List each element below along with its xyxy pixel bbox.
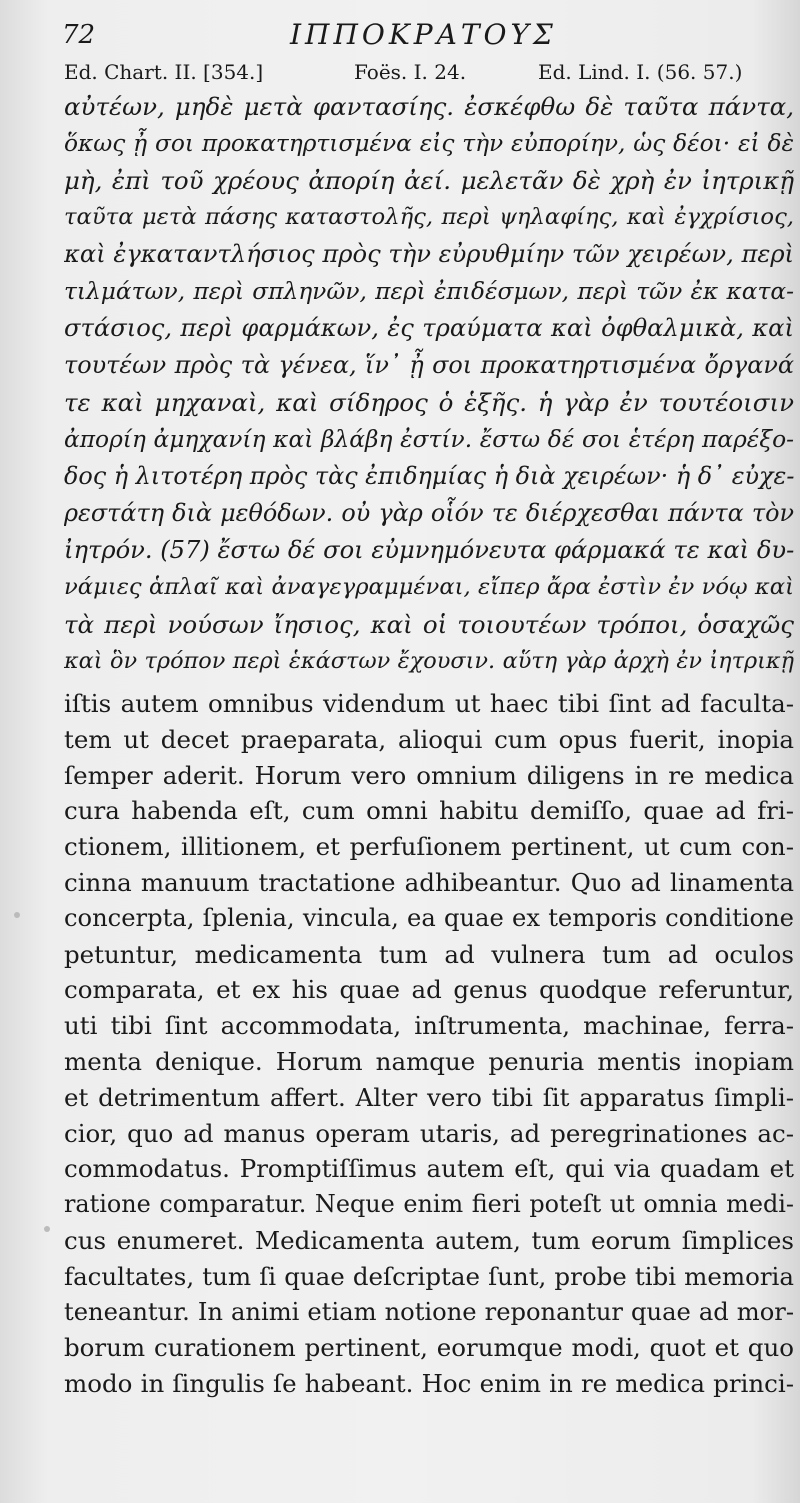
latin-line: cinna manuum tractatione adhibeantur. Quo ad linamenta	[64, 867, 794, 897]
greek-line: τε καὶ μηχαναὶ, καὶ σίδηρος ὁ ἑξῆς. ἡ γὰρ ἐν τουτέοισιν	[64, 388, 794, 417]
greek-line: τὰ περὶ νούσων ἴησιος, καὶ οἱ τοιουτέων τρόποι, ὁσαχῶς	[64, 610, 794, 639]
latin-line: cior, quo ad manus operam utaris, ad peregrinationes ac-	[64, 1118, 794, 1148]
latin-line: ratione comparatur. Neque enim fieri poteſt ut omnia medi-	[64, 1190, 794, 1219]
page-header	[0, 18, 800, 58]
greek-line: ταῦτα μετὰ πάσης καταστολῆς, περὶ ψηλαφίης, καὶ ἐγχρίσιος,	[64, 204, 794, 230]
greek-line: ρεστάτη διὰ μεθόδων. οὐ γὰρ οἷόν τε διέρχεσθαι πάντα τὸν	[64, 499, 794, 527]
latin-line: tem ut decet praeparata, alioqui cum opus fuerit, inopia	[64, 724, 794, 754]
latin-text-block	[64, 686, 794, 1402]
greek-line: δος ἡ λιτοτέρη πρὸς τὰς ἐπιδημίας ἡ διὰ χειρέων· ἡ δ᾽ εὐχε-	[64, 462, 794, 490]
paper-speck	[44, 1226, 50, 1232]
latin-line: concerpta, ſplenia, vincula, ea quae ex temporis conditione	[64, 903, 794, 932]
greek-line: τιλμάτων, περὶ σπληνῶν, περὶ ἐπιδέσμων, περὶ τῶν ἐκ κατα-	[64, 278, 794, 305]
greek-line: ἰητρόν. (57) ἔστω δέ σοι εὐμνημόνευτα φάρμακά τε καὶ δυ-	[64, 536, 794, 564]
edition-lind-ref: Ed. Lind. I. (56. 57.)	[538, 60, 743, 84]
greek-line: καὶ ἐγκαταντλήσιος πρὸς τὴν εὐρυθμίην τῶν χειρέων, περὶ	[64, 240, 794, 268]
greek-line: τουτέων πρὸς τὰ γένεα, ἵν᾽ ᾖ σοι προκατηρτισμένα ὄργανά	[64, 351, 794, 379]
greek-line: μὴ, ἐπὶ τοῦ χρέους ἀπορίη ἀεί. μελετᾶν δὲ χρὴ ἐν ἰητρικῇ	[64, 166, 794, 195]
latin-line: et detrimentum affert. Alter vero tibi ſit apparatus ſimpli-	[64, 1082, 794, 1112]
edition-foes-ref: Foës. I. 24.	[354, 60, 467, 84]
greek-line: καὶ ὃν τρόπον περὶ ἑκάστων ἔχουσιν. αὕτη γὰρ ἀρχὴ ἐν ἰητρικῇ	[64, 648, 794, 674]
latin-line: ſemper aderit. Horum vero omnium diligens in re medica	[64, 760, 794, 790]
latin-line: teneantur. In animi etiam notione reponantur quae ad mor-	[64, 1297, 794, 1326]
greek-line: στάσιος, περὶ φαρμάκων, ἐς τραύματα καὶ ὀφθαλμικὰ, καὶ	[64, 314, 794, 342]
latin-line: facultates, tum ſi quae deſcriptae ſunt, probe tibi memoria	[64, 1261, 794, 1291]
greek-line: νάμιες ἁπλαῖ καὶ ἀναγεγραμμέναι, εἴπερ ἄρα ἐστὶν ἐν νόῳ καὶ	[64, 574, 794, 600]
latin-line: commodatus. Promptiſſimus autem eſt, qui via quadam et	[64, 1154, 794, 1184]
latin-line: petuntur, medicamenta tum ad vulnera tum ad oculos	[64, 939, 794, 969]
greek-line: ὅκως ᾖ σοι προκατηρτισμένα εἰς τὴν εὐπορίην, ὡς δέοι· εἰ δὲ	[64, 130, 794, 157]
latin-line: menta denique. Horum namque penuria mentis inopiam	[64, 1046, 794, 1076]
latin-line: cura habenda eſt, cum omni habitu demiſſo, quae ad fri-	[64, 796, 794, 826]
edition-chart-ref: Ed. Chart. II. [354.]	[64, 60, 264, 84]
paper-speck	[14, 912, 20, 918]
latin-line: borum curationem pertinent, eorumque modi, quot et quo	[64, 1333, 794, 1363]
latin-line: uti tibi ſint accommodata, inſtrumenta, machinae, ferra-	[64, 1011, 794, 1041]
greek-line: αὐτέων, μηδὲ μετὰ φαντασίης. ἐσκέφθω δὲ ταῦτα πάντα,	[64, 92, 794, 121]
latin-line: modo in ſingulis ſe habeant. Hoc enim in re medica princi-	[64, 1369, 794, 1399]
greek-line: ἀπορίη ἀμηχανίη καὶ βλάβη ἐστίν. ἔστω δέ σοι ἑτέρη παρέξο-	[64, 426, 794, 453]
latin-line: comparata, et ex his quae ad genus quodque referuntur,	[64, 975, 794, 1005]
latin-line: cus enumeret. Medicamenta autem, tum eorum ſimplices	[64, 1225, 794, 1255]
greek-text-block	[64, 88, 794, 680]
running-title: ΙΠΠΟΚΡΑΤΟΥΣ	[290, 18, 557, 51]
page-number: 72	[62, 20, 96, 50]
latin-line: ctionem, illitionem, et perfuſionem pertinent, ut cum con-	[64, 832, 794, 862]
latin-line: iſtis autem omnibus videndum ut haec tibi ſint ad faculta-	[64, 689, 794, 718]
